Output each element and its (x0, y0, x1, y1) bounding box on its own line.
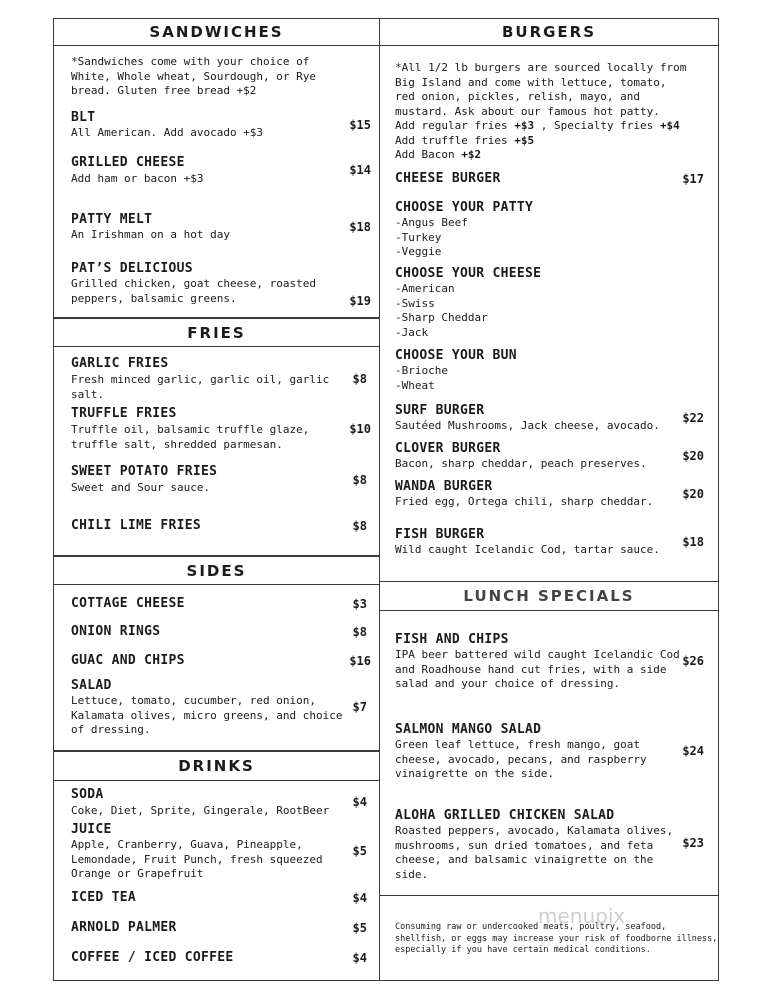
sides-section (53, 556, 380, 751)
menu-item-name: SWEET POTATO FRIES (71, 464, 218, 479)
fries-header: FRIES (54, 318, 379, 347)
addon-price: +$4 (659, 119, 680, 132)
menu-item-name: SODA (71, 787, 104, 802)
menu-item-desc: Fresh minced garlic, garlic oil, garlic salt. (71, 373, 330, 401)
addon-line (395, 134, 686, 149)
menu-item-name: COFFEE / ICED COFFEE (71, 950, 234, 965)
option-list: -Angus Beef -Turkey -Veggie (395, 216, 468, 258)
burgers-header: BURGERS (380, 19, 718, 46)
addon-line (395, 148, 686, 163)
menu-item-price: $26 (682, 654, 704, 668)
menu-item-desc: Fried egg, Ortega chili, sharp cheddar. (395, 495, 654, 508)
menu-item-price: $8 (352, 473, 367, 487)
menu-item-name: ALOHA GRILLED CHICKEN SALAD (395, 808, 615, 823)
menu-item-price: $10 (349, 422, 371, 436)
addon-text: , Specialty fries (534, 119, 660, 132)
menu-item-name: FISH BURGER (395, 527, 485, 542)
menu-item-name: TRUFFLE FRIES (71, 406, 177, 421)
menu-item-price: $8 (352, 625, 367, 639)
menu-item-name: SALAD (71, 678, 112, 693)
lunch-specials-section (379, 581, 719, 981)
option-heading: CHOOSE YOUR BUN (395, 348, 517, 363)
menu-item-desc: An Irishman on a hot day (71, 228, 230, 241)
menu-item-desc: Lettuce, tomato, cucumber, red onion, Kalamata olives, micro greens, and choice of dressing. (71, 694, 343, 736)
note-line: *All 1/2 lb burgers are sourced locally from (395, 61, 687, 74)
note-line: mustard. Ask about our famous hot patty. (395, 104, 660, 118)
menu-item-price: $22 (682, 411, 704, 425)
menu-item-price: $19 (349, 294, 371, 308)
menu-item-name: CHILI LIME FRIES (71, 518, 202, 533)
menu-item-desc: Roasted peppers, avocado, Kalamata olives, mushrooms, sun dried tomatoes, and feta cheese, and balsamic vinaigrette on the side. (395, 824, 674, 881)
menu-item-price: $8 (352, 519, 367, 533)
menu-item-name: ICED TEA (71, 890, 137, 905)
menu-item-name: ONION RINGS (71, 624, 161, 639)
addon-price: +$3 (514, 119, 535, 132)
drinks-header: DRINKS (54, 751, 379, 781)
menu-item-name: WANDA BURGER (395, 479, 493, 494)
option-list: -Brioche -Wheat (395, 364, 448, 392)
addon-price: +$2 (461, 148, 482, 161)
menu-item-price: $14 (349, 163, 371, 177)
option-heading: CHOOSE YOUR PATTY (395, 200, 534, 215)
menu-item-price: $23 (682, 836, 704, 850)
addon-text: Add Bacon (395, 148, 462, 161)
addon-line (395, 119, 686, 134)
menu-item-price: $4 (352, 951, 367, 965)
drinks-section (53, 751, 380, 981)
menu-item-desc: Apple, Cranberry, Guava, Pineapple, Lemondade, Fruit Punch, fresh squeezed Orange or Grapefruit (71, 838, 323, 880)
menu-item-name: GARLIC FRIES (71, 356, 169, 371)
divider (380, 895, 718, 896)
note-line: Big Island and come with lettuce, tomato, (395, 75, 667, 89)
burgers-note (395, 61, 686, 163)
menu-item-price: $4 (352, 795, 367, 809)
sandwiches-note: *Sandwiches come with your choice of White, Whole wheat, Sourdough, or Rye bread. Gluten free bread +$2 (71, 55, 317, 97)
menu-item-name: SURF BURGER (395, 403, 485, 418)
burgers-section (379, 18, 719, 582)
menu-item-price: $4 (352, 891, 367, 905)
menu-item-name: ARNOLD PALMER (71, 920, 177, 935)
menu-item-name: PATTY MELT (71, 212, 153, 227)
menu-item-desc: Bacon, sharp cheddar, peach preserves. (395, 457, 647, 470)
menu-item-name: JUICE (71, 822, 112, 837)
menu-item-price: $7 (352, 700, 367, 714)
sandwiches-header: SANDWICHES (54, 19, 379, 46)
menu-item-desc: Add ham or bacon +$3 (71, 172, 204, 185)
lunch-specials-header: LUNCH SPECIALS (380, 582, 718, 611)
menu-item-desc: IPA beer battered wild caught Icelandic Cod and Roadhouse hand cut fries, with a side salad and your choice of dressing. (395, 648, 680, 690)
option-heading: CHOOSE YOUR CHEESE (395, 266, 542, 281)
menu-item-price: $5 (352, 921, 367, 935)
menu-item-desc: Sautéed Mushrooms, Jack cheese, avocado. (395, 419, 660, 432)
menu-item-price: $20 (682, 449, 704, 463)
menu-item-name: BLT (71, 110, 96, 125)
menu-item-name: CLOVER BURGER (395, 441, 501, 456)
menu-item-name: GUAC AND CHIPS (71, 653, 185, 668)
addon-price: +$5 (514, 133, 535, 147)
menu-item-price: $18 (682, 535, 704, 549)
menu-item-price: $5 (352, 844, 367, 858)
menu-item-desc: Green leaf lettuce, fresh mango, goat cheese, avocado, pecans, and raspberry vinaigrette on the side. (395, 738, 647, 780)
note-line: red onion, pickles, relish, mayo, and (395, 90, 641, 103)
menu-item-name: SALMON MANGO SALAD (395, 722, 542, 737)
menu-item-name: CHEESE BURGER (395, 171, 501, 186)
watermark: menupix (538, 904, 626, 928)
menu-item-price: $18 (349, 220, 371, 234)
menu-item-price: $3 (352, 597, 367, 611)
menu-item-price: $24 (682, 744, 704, 758)
menu-item-name: COTTAGE CHEESE (71, 596, 185, 611)
menu-item-desc: Grilled chicken, goat cheese, roasted peppers, balsamic greens. (71, 277, 317, 305)
menu-item-desc: Sweet and Sour sauce. (71, 481, 211, 494)
menu-item-desc: Truffle oil, balsamic truffle glaze, truffle salt, shredded parmesan. (71, 423, 310, 451)
menu-item-desc: Coke, Diet, Sprite, Gingerale, RootBeer (71, 804, 330, 817)
health-disclaimer: Consuming raw or undercooked meats, poultry, seafood, shellfish, or eggs may increase your risk of foodborne illness, especially if you have certain medical conditions. (395, 922, 718, 955)
menu-item-name: FISH AND CHIPS (395, 632, 509, 647)
menu-item-price: $15 (349, 118, 371, 132)
menu-item-price: $16 (349, 654, 371, 668)
menu-item-price: $17 (682, 172, 704, 186)
sides-header: SIDES (54, 556, 379, 585)
menu-item-price: $8 (352, 372, 367, 386)
menu-item-desc: Wild caught Icelandic Cod, tartar sauce. (395, 543, 660, 556)
option-list: -American -Swiss -Sharp Cheddar -Jack (395, 282, 488, 339)
addon-text: Add truffle fries (395, 133, 515, 147)
menu-item-desc: All American. Add avocado +$3 (71, 126, 264, 139)
menu-item-name: GRILLED CHEESE (71, 155, 185, 170)
fries-section (53, 318, 380, 556)
menu-item-price: $20 (682, 487, 704, 501)
sandwiches-section (53, 18, 380, 318)
addon-text: Add regular fries (395, 119, 515, 132)
menu-item-name: PAT’S DELICIOUS (71, 261, 193, 276)
